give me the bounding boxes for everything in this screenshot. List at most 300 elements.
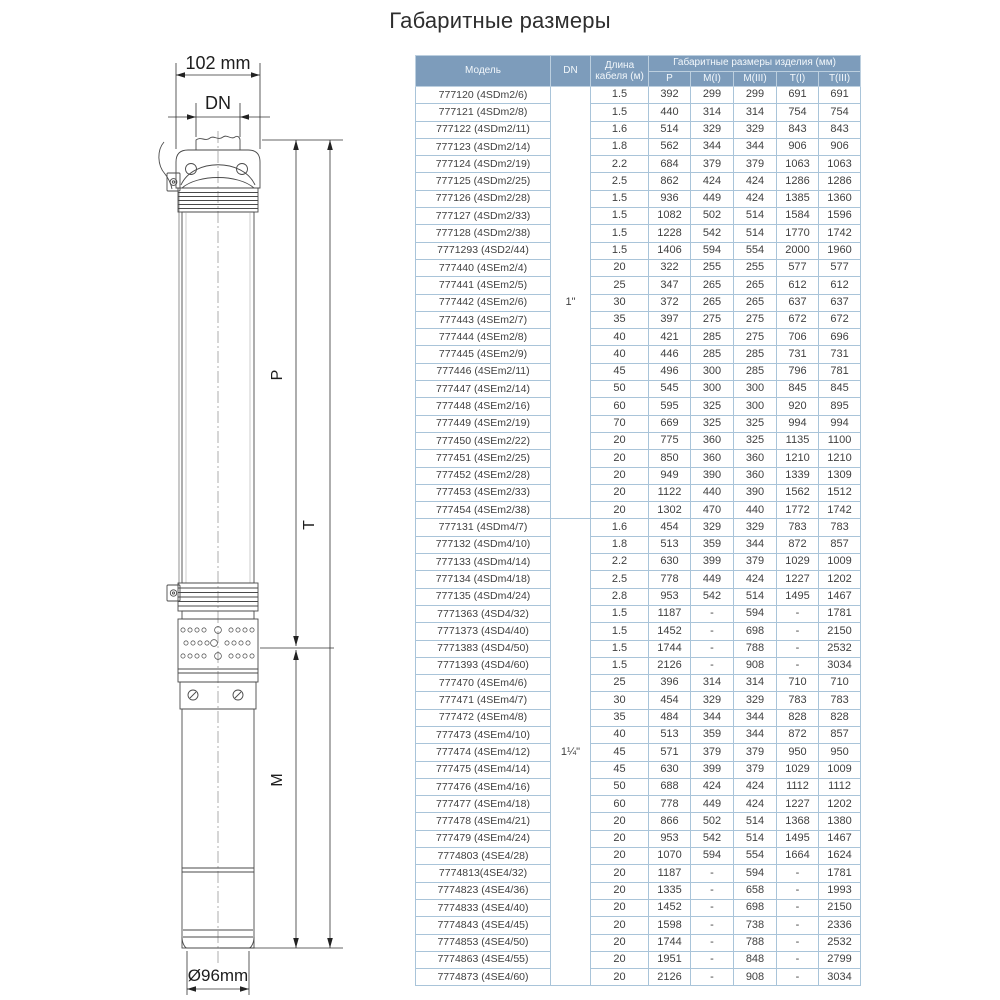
table-row: [416, 761, 861, 778]
t3-cell: 843: [819, 121, 861, 138]
p-cell: 595: [649, 398, 691, 415]
t3-cell: 1467: [819, 588, 861, 605]
cable-length-cell: 30: [591, 294, 649, 311]
t1-cell: 1286: [777, 173, 819, 190]
m1-cell: 542: [691, 830, 734, 847]
cable-length-cell: 50: [591, 381, 649, 398]
t3-cell: 1112: [819, 778, 861, 795]
cable-length-cell: 1.5: [591, 605, 649, 622]
m1-cell: 390: [691, 467, 734, 484]
model-cell: 7774803 (4SE4/28): [416, 848, 551, 865]
m1-cell: 300: [691, 381, 734, 398]
cable-length-cell: 45: [591, 744, 649, 761]
table-row: [416, 311, 861, 328]
m3-cell: 314: [734, 104, 777, 121]
table-row: [416, 432, 861, 449]
model-cell: 777135 (4SDm4/24): [416, 588, 551, 605]
p-cell: 454: [649, 692, 691, 709]
table-row: [416, 277, 861, 294]
m1-cell: 449: [691, 190, 734, 207]
cable-length-cell: 1.5: [591, 87, 649, 104]
header-model: Модель: [416, 56, 551, 87]
m3-cell: 698: [734, 623, 777, 640]
cable-length-cell: 20: [591, 259, 649, 276]
m1-cell: -: [691, 623, 734, 640]
p-cell: 1082: [649, 208, 691, 225]
table-row: [416, 519, 861, 536]
model-cell: 777124 (4SDm2/19): [416, 156, 551, 173]
t3-cell: 1100: [819, 432, 861, 449]
m1-cell: 325: [691, 415, 734, 432]
cable-length-cell: 2.2: [591, 156, 649, 173]
table-row: [416, 675, 861, 692]
t1-cell: 1029: [777, 761, 819, 778]
dim-pmt: [220, 140, 343, 948]
t1-cell: 1339: [777, 467, 819, 484]
t3-cell: 1286: [819, 173, 861, 190]
t3-cell: 1596: [819, 208, 861, 225]
m3-cell: 360: [734, 450, 777, 467]
t1-cell: -: [777, 657, 819, 674]
table-row: [416, 934, 861, 951]
t3-cell: 577: [819, 259, 861, 276]
m3-cell: 554: [734, 848, 777, 865]
p-cell: 496: [649, 363, 691, 380]
m1-cell: 470: [691, 502, 734, 519]
m3-cell: 379: [734, 156, 777, 173]
t3-cell: 2532: [819, 640, 861, 657]
p-cell: 545: [649, 381, 691, 398]
m1-cell: 285: [691, 346, 734, 363]
p-cell: 396: [649, 675, 691, 692]
m3-cell: 265: [734, 294, 777, 311]
table-row: [416, 588, 861, 605]
cable-length-cell: 20: [591, 917, 649, 934]
cable-length-cell: 25: [591, 675, 649, 692]
cable-length-cell: 20: [591, 865, 649, 882]
cable-length-cell: 1.8: [591, 138, 649, 155]
model-cell: 777120 (4SDm2/6): [416, 87, 551, 104]
table-row: [416, 208, 861, 225]
model-cell: 777128 (4SDm2/38): [416, 225, 551, 242]
model-cell: 7771293 (4SD2/44): [416, 242, 551, 259]
table-row: [416, 536, 861, 553]
m3-cell: 424: [734, 190, 777, 207]
model-cell: 777441 (4SEm2/5): [416, 277, 551, 294]
t1-cell: 2000: [777, 242, 819, 259]
cable-length-cell: 45: [591, 363, 649, 380]
header-dn: DN: [551, 56, 591, 87]
t1-cell: -: [777, 951, 819, 968]
m3-cell: 329: [734, 692, 777, 709]
m3-cell: 908: [734, 969, 777, 986]
p-cell: 514: [649, 121, 691, 138]
m1-cell: 542: [691, 588, 734, 605]
m3-cell: 379: [734, 554, 777, 571]
header-p: P: [649, 72, 691, 87]
cable-length-cell: 2.5: [591, 571, 649, 588]
m3-cell: 440: [734, 502, 777, 519]
table-row: [416, 294, 861, 311]
p-cell: 1598: [649, 917, 691, 934]
t3-cell: 994: [819, 415, 861, 432]
table-row: [416, 104, 861, 121]
model-cell: 7774823 (4SE4/36): [416, 882, 551, 899]
t1-cell: 731: [777, 346, 819, 363]
m1-cell: 329: [691, 121, 734, 138]
table-row: [416, 225, 861, 242]
t1-cell: 612: [777, 277, 819, 294]
t1-cell: 691: [777, 87, 819, 104]
cable-length-cell: 50: [591, 778, 649, 795]
m1-cell: 275: [691, 311, 734, 328]
t1-cell: 872: [777, 726, 819, 743]
header-m1: M(I): [691, 72, 734, 87]
model-cell: 777444 (4SEm2/8): [416, 329, 551, 346]
header-t1: T(I): [777, 72, 819, 87]
table-row: [416, 121, 861, 138]
model-cell: 7774843 (4SE4/45): [416, 917, 551, 934]
p-cell: 2126: [649, 969, 691, 986]
m1-cell: 325: [691, 398, 734, 415]
cable-length-cell: 1.8: [591, 536, 649, 553]
cable-length-cell: 20: [591, 951, 649, 968]
t1-cell: 994: [777, 415, 819, 432]
table-row: [416, 726, 861, 743]
pump-outline: [159, 136, 260, 948]
m1-cell: 594: [691, 242, 734, 259]
table-row: [416, 450, 861, 467]
m3-cell: 300: [734, 398, 777, 415]
m3-cell: 390: [734, 484, 777, 501]
t3-cell: 612: [819, 277, 861, 294]
t1-cell: 1495: [777, 830, 819, 847]
cable-length-cell: 70: [591, 415, 649, 432]
model-cell: 777454 (4SEm2/38): [416, 502, 551, 519]
t1-cell: 872: [777, 536, 819, 553]
p-cell: 513: [649, 536, 691, 553]
model-cell: 777453 (4SEm2/33): [416, 484, 551, 501]
model-cell: 777470 (4SEm4/6): [416, 675, 551, 692]
model-cell: 777127 (4SDm2/33): [416, 208, 551, 225]
model-cell: 777443 (4SEm2/7): [416, 311, 551, 328]
p-cell: 440: [649, 104, 691, 121]
m3-cell: 344: [734, 709, 777, 726]
m3-cell: 275: [734, 329, 777, 346]
m1-cell: 399: [691, 761, 734, 778]
p-cell: 571: [649, 744, 691, 761]
t3-cell: 783: [819, 519, 861, 536]
m1-cell: -: [691, 899, 734, 916]
m3-cell: 285: [734, 346, 777, 363]
table-row: [416, 467, 861, 484]
m1-cell: 502: [691, 813, 734, 830]
m1-cell: -: [691, 934, 734, 951]
p-cell: 446: [649, 346, 691, 363]
t1-cell: -: [777, 969, 819, 986]
p-cell: 1228: [649, 225, 691, 242]
m3-cell: 424: [734, 778, 777, 795]
cable-length-cell: 40: [591, 346, 649, 363]
t1-cell: 637: [777, 294, 819, 311]
model-cell: 777122 (4SDm2/11): [416, 121, 551, 138]
t3-cell: 2799: [819, 951, 861, 968]
t1-cell: 754: [777, 104, 819, 121]
p-cell: 1122: [649, 484, 691, 501]
m3-cell: 514: [734, 225, 777, 242]
t1-cell: 1063: [777, 156, 819, 173]
t1-cell: 1227: [777, 571, 819, 588]
header-t3: T(III): [819, 72, 861, 87]
model-cell: 7771363 (4SD4/32): [416, 605, 551, 622]
t3-cell: 2532: [819, 934, 861, 951]
model-cell: 777476 (4SEm4/16): [416, 778, 551, 795]
p-cell: 953: [649, 588, 691, 605]
t3-cell: 1009: [819, 761, 861, 778]
t1-cell: 1664: [777, 848, 819, 865]
cable-length-cell: 60: [591, 796, 649, 813]
model-cell: 777479 (4SEm4/24): [416, 830, 551, 847]
m3-cell: 379: [734, 761, 777, 778]
t1-cell: 1210: [777, 450, 819, 467]
p-cell: 949: [649, 467, 691, 484]
model-cell: 7774853 (4SE4/50): [416, 934, 551, 951]
model-cell: 777445 (4SEm2/9): [416, 346, 551, 363]
dim-96mm-label: Ø96mm: [187, 966, 249, 985]
model-cell: 7771383 (4SD4/50): [416, 640, 551, 657]
m1-cell: 344: [691, 138, 734, 155]
t1-cell: 783: [777, 519, 819, 536]
t3-cell: 895: [819, 398, 861, 415]
m1-cell: -: [691, 865, 734, 882]
m3-cell: 344: [734, 536, 777, 553]
t3-cell: 2150: [819, 899, 861, 916]
cable-length-cell: 1.5: [591, 623, 649, 640]
t3-cell: 2336: [819, 917, 861, 934]
m3-cell: 344: [734, 138, 777, 155]
p-cell: 1187: [649, 865, 691, 882]
model-cell: 777132 (4SDm4/10): [416, 536, 551, 553]
dn-cell: 1¼": [551, 519, 591, 986]
model-cell: 777447 (4SEm2/14): [416, 381, 551, 398]
m3-cell: 300: [734, 381, 777, 398]
m3-cell: 424: [734, 173, 777, 190]
m3-cell: 738: [734, 917, 777, 934]
p-cell: 1951: [649, 951, 691, 968]
table-row: [416, 398, 861, 415]
t3-cell: 754: [819, 104, 861, 121]
t3-cell: 1624: [819, 848, 861, 865]
table-row: [416, 259, 861, 276]
table-row: [416, 830, 861, 847]
p-cell: 1335: [649, 882, 691, 899]
t1-cell: 1495: [777, 588, 819, 605]
t1-cell: 1227: [777, 796, 819, 813]
m3-cell: 554: [734, 242, 777, 259]
t3-cell: 828: [819, 709, 861, 726]
p-cell: 454: [649, 519, 691, 536]
p-cell: 630: [649, 554, 691, 571]
cable-length-cell: 20: [591, 502, 649, 519]
t1-cell: 1029: [777, 554, 819, 571]
m1-cell: 449: [691, 571, 734, 588]
p-cell: 1452: [649, 623, 691, 640]
t3-cell: 2150: [819, 623, 861, 640]
model-cell: 7774863 (4SE4/55): [416, 951, 551, 968]
t3-cell: 1309: [819, 467, 861, 484]
p-cell: 2126: [649, 657, 691, 674]
model-cell: 777477 (4SEm4/18): [416, 796, 551, 813]
cable-length-cell: 1.6: [591, 519, 649, 536]
table-row: [416, 346, 861, 363]
m3-cell: 424: [734, 796, 777, 813]
t1-cell: 1112: [777, 778, 819, 795]
p-cell: 1187: [649, 605, 691, 622]
t3-cell: 845: [819, 381, 861, 398]
t1-cell: -: [777, 640, 819, 657]
model-cell: 7774873 (4SE4/60): [416, 969, 551, 986]
t1-cell: 1772: [777, 502, 819, 519]
model-cell: 777475 (4SEm4/14): [416, 761, 551, 778]
t1-cell: -: [777, 623, 819, 640]
cable-length-cell: 1.5: [591, 208, 649, 225]
t1-cell: -: [777, 605, 819, 622]
p-cell: 936: [649, 190, 691, 207]
t3-cell: 1781: [819, 865, 861, 882]
t1-cell: 906: [777, 138, 819, 155]
m3-cell: 329: [734, 519, 777, 536]
p-cell: 684: [649, 156, 691, 173]
table-row: [416, 571, 861, 588]
table-row: [416, 969, 861, 986]
table-row: [416, 138, 861, 155]
p-cell: 669: [649, 415, 691, 432]
table-row: [416, 899, 861, 916]
table-row: [416, 156, 861, 173]
t1-cell: 950: [777, 744, 819, 761]
dim-dn-label: DN: [205, 93, 231, 113]
cable-length-cell: 20: [591, 830, 649, 847]
m3-cell: 514: [734, 813, 777, 830]
cable-length-cell: 25: [591, 277, 649, 294]
m1-cell: 424: [691, 173, 734, 190]
m1-cell: 329: [691, 519, 734, 536]
t3-cell: 1360: [819, 190, 861, 207]
m3-cell: 325: [734, 432, 777, 449]
table-row: [416, 709, 861, 726]
t1-cell: 783: [777, 692, 819, 709]
t3-cell: 3034: [819, 969, 861, 986]
t3-cell: 1202: [819, 571, 861, 588]
cable-length-cell: 35: [591, 709, 649, 726]
table-row: [416, 657, 861, 674]
model-cell: 777440 (4SEm2/4): [416, 259, 551, 276]
t3-cell: 691: [819, 87, 861, 104]
m1-cell: 359: [691, 536, 734, 553]
table-row: [416, 381, 861, 398]
t1-cell: 1385: [777, 190, 819, 207]
m1-cell: 424: [691, 778, 734, 795]
dn-cell: 1": [551, 87, 591, 519]
m1-cell: 594: [691, 848, 734, 865]
model-cell: 777473 (4SEm4/10): [416, 726, 551, 743]
m1-cell: 399: [691, 554, 734, 571]
table-row: [416, 363, 861, 380]
table-row: [416, 813, 861, 830]
m3-cell: 514: [734, 830, 777, 847]
m1-cell: 440: [691, 484, 734, 501]
t1-cell: 1368: [777, 813, 819, 830]
p-cell: 1302: [649, 502, 691, 519]
model-cell: 777126 (4SDm2/28): [416, 190, 551, 207]
table-row: [416, 692, 861, 709]
m1-cell: 265: [691, 294, 734, 311]
p-cell: 953: [649, 830, 691, 847]
cable-length-cell: 1.5: [591, 640, 649, 657]
table-row: [416, 623, 861, 640]
model-cell: 777121 (4SDm2/8): [416, 104, 551, 121]
t1-cell: -: [777, 865, 819, 882]
t3-cell: 672: [819, 311, 861, 328]
model-cell: 777448 (4SEm2/16): [416, 398, 551, 415]
p-cell: 392: [649, 87, 691, 104]
model-cell: 777123 (4SDm2/14): [416, 138, 551, 155]
p-cell: 513: [649, 726, 691, 743]
m1-cell: 300: [691, 363, 734, 380]
t3-cell: 1960: [819, 242, 861, 259]
cable-length-cell: 20: [591, 467, 649, 484]
m3-cell: 698: [734, 899, 777, 916]
t1-cell: 710: [777, 675, 819, 692]
table-body: [416, 87, 861, 986]
t3-cell: 1512: [819, 484, 861, 501]
m3-cell: 594: [734, 605, 777, 622]
model-cell: 7774813(4SE4/32): [416, 865, 551, 882]
page-title: Габаритные размеры: [389, 8, 611, 33]
table-row: [416, 415, 861, 432]
table-row: [416, 744, 861, 761]
table-row: [416, 484, 861, 501]
table-header: [416, 56, 861, 87]
t3-cell: 1202: [819, 796, 861, 813]
m3-cell: 265: [734, 277, 777, 294]
t3-cell: 857: [819, 726, 861, 743]
p-cell: 850: [649, 450, 691, 467]
t3-cell: 696: [819, 329, 861, 346]
m3-cell: 325: [734, 415, 777, 432]
m1-cell: 329: [691, 692, 734, 709]
cable-length-cell: 20: [591, 450, 649, 467]
cable-length-cell: 20: [591, 969, 649, 986]
table-row: [416, 917, 861, 934]
m3-cell: 514: [734, 588, 777, 605]
m1-cell: 502: [691, 208, 734, 225]
cable-length-cell: 20: [591, 813, 649, 830]
model-cell: 777474 (4SEm4/12): [416, 744, 551, 761]
cable-length-cell: 35: [591, 311, 649, 328]
t3-cell: 1742: [819, 502, 861, 519]
model-cell: 777472 (4SEm4/8): [416, 709, 551, 726]
t3-cell: 857: [819, 536, 861, 553]
cable-length-cell: 2.2: [591, 554, 649, 571]
m1-cell: -: [691, 605, 734, 622]
cable-length-cell: 30: [591, 692, 649, 709]
model-cell: 777131 (4SDm4/7): [416, 519, 551, 536]
dim-102mm-label: 102 mm: [185, 53, 251, 73]
dim-m-label: M: [269, 773, 286, 787]
dimensions-table: [415, 55, 861, 986]
p-cell: 372: [649, 294, 691, 311]
